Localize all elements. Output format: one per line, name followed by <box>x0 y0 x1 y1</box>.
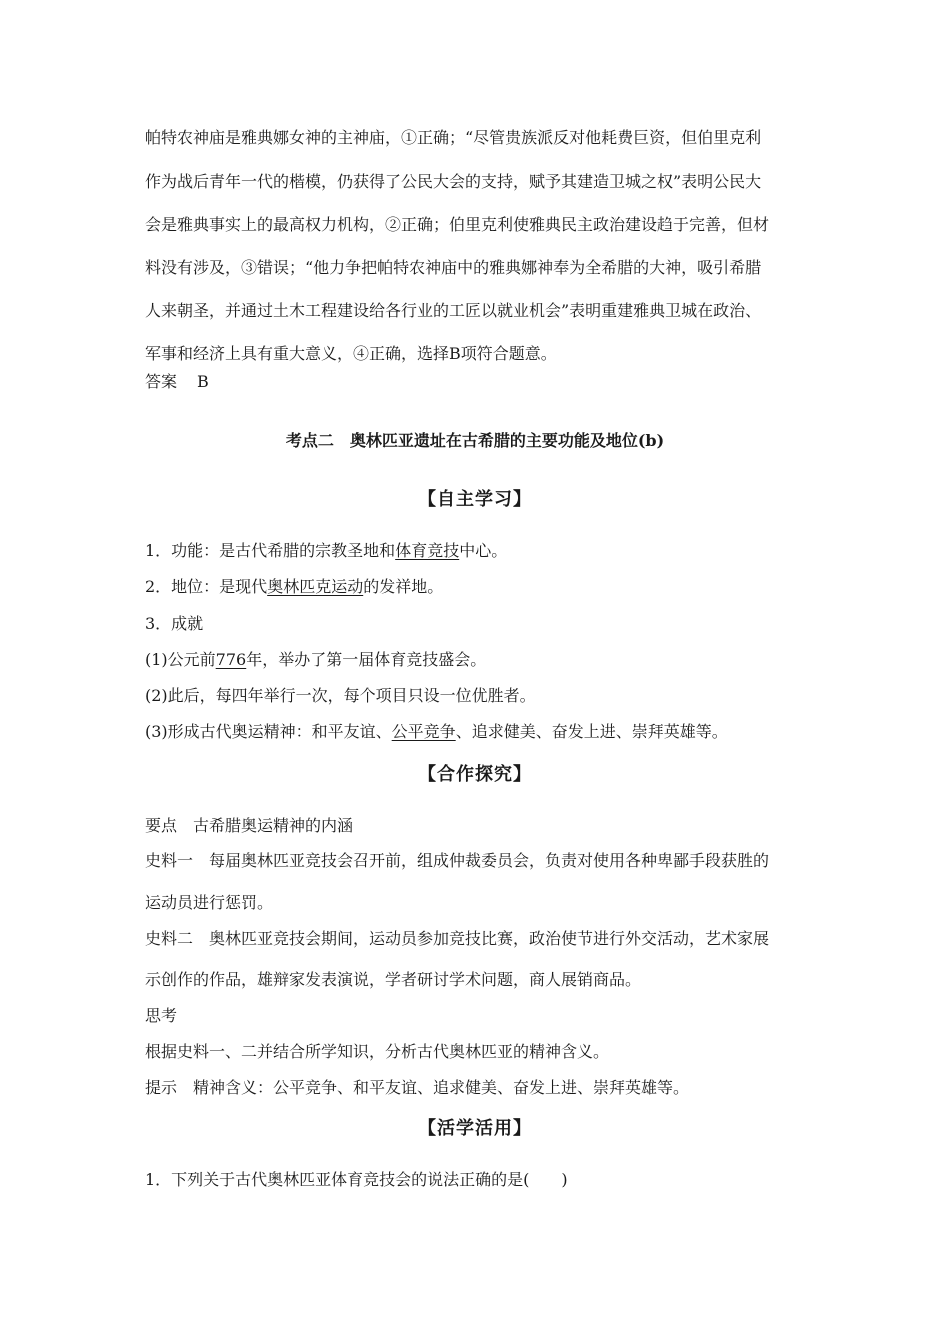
answer-value: B <box>197 372 209 391</box>
item2-text: 2．地位：是现代 <box>145 577 268 596</box>
practice-question-1: 1．下列关于古代奥林匹亚体育竞技会的说法正确的是( ) <box>145 1170 568 1189</box>
question-text: 根据史料一、二并结合所学知识，分析古代奥林匹亚的精神含义。 <box>145 1042 610 1061</box>
item2-text-end: 的发祥地。 <box>363 577 444 596</box>
item1-text-end: 中心。 <box>459 541 508 560</box>
self-study-item-3: 3．成就 <box>145 614 204 633</box>
source-2-line-1: 史料二 奥林匹亚竞技会期间，运动员参加竞技比赛，政治使节进行外交活动，艺术家展 <box>145 929 770 948</box>
sub3-text: (3)形成古代奥运精神：和平友谊、 <box>145 722 392 741</box>
self-study-sub-3 <box>145 722 728 742</box>
sub3-text-end: 、追求健美、奋发上进、崇拜英雄等。 <box>455 722 728 741</box>
practice-title: 【活学活用】 <box>418 1118 532 1139</box>
analysis-line-2: 作为战后青年一代的楷模，仍获得了公民大会的支持，赋予其建造卫城之权”表明公民大 <box>145 172 762 191</box>
topic-heading: 考点二 奥林匹亚遗址在古希腊的主要功能及地位(b) <box>285 431 665 450</box>
self-study-item-1 <box>145 541 507 561</box>
hint-text: 提示 精神含义：公平竞争、和平友谊、追求健美、奋发上进、崇拜英雄等。 <box>145 1078 690 1097</box>
answer-line <box>145 372 209 392</box>
key-point: 要点 古希腊奥运精神的内涵 <box>145 816 354 835</box>
self-study-item-2 <box>145 577 443 597</box>
self-study-sub-1 <box>145 650 486 670</box>
cooperation-title: 【合作探究】 <box>418 764 532 785</box>
answer-label: 答案 <box>145 372 178 391</box>
analysis-line-5: 人来朝圣，并通过土木工程建设给各行业的工匠以就业机会”表明重建雅典卫城在政治、 <box>145 301 762 320</box>
think-label: 思考 <box>145 1006 178 1025</box>
analysis-line-6: 军事和经济上具有重大意义，④正确，选择B项符合题意。 <box>145 344 557 363</box>
sub1-underlined: 776 <box>215 650 247 669</box>
self-study-sub-2: (2)此后，每四年举行一次，每个项目只设一位优胜者。 <box>145 686 536 705</box>
self-study-title: 【自主学习】 <box>418 489 532 510</box>
sub1-text: (1)公元前 <box>145 650 216 669</box>
source-1-line-1: 史料一 每届奥林匹亚竞技会召开前，组成仲裁委员会，负责对使用各种卑鄙手段获胜的 <box>145 851 770 870</box>
analysis-line-1: 帕特农神庙是雅典娜女神的主神庙，①正确；“尽管贵族派反对他耗费巨资，但伯里克利 <box>145 128 762 147</box>
sub3-underlined: 公平竞争 <box>391 722 456 741</box>
item2-underlined: 奥林匹克运动 <box>267 577 364 596</box>
item1-underlined: 体育竞技 <box>395 541 460 560</box>
analysis-line-3: 会是雅典事实上的最高权力机构，②正确；伯里克利使雅典民主政治建设趋于完善，但材 <box>145 215 770 234</box>
source-1-line-2: 运动员进行惩罚。 <box>145 893 274 912</box>
analysis-line-4: 料没有涉及，③错误；“他力争把帕特农神庙中的雅典娜神奉为全希腊的大神，吸引希腊 <box>145 258 762 277</box>
sub1-text-end: 年，举办了第一届体育竞技盛会。 <box>246 650 487 669</box>
source-2-line-2: 示创作的作品，雄辩家发表演说，学者研讨学术问题，商人展销商品。 <box>145 970 642 989</box>
item1-text: 1．功能：是古代希腊的宗教圣地和 <box>145 541 396 560</box>
